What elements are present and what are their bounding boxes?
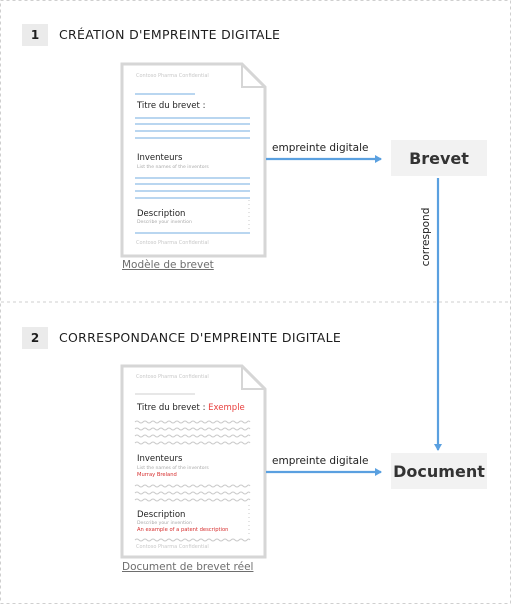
real-doc-title-value: Exemple: [208, 403, 245, 413]
edge-label-fingerprint-2: empreinte digitale: [272, 455, 369, 467]
real-doc-watermark-bottom: Contoso Pharma Confidential: [136, 544, 209, 550]
real-doc-description-label: Description: [137, 510, 186, 520]
template-doc-inventors-hint: List the names of the inventors: [137, 165, 209, 170]
real-doc-inventors-value: Murray Breland: [137, 472, 177, 478]
edge-label-fingerprint-1: empreinte digitale: [272, 142, 369, 154]
real-doc-inventors-label: Inventeurs: [137, 454, 183, 464]
template-doc-watermark-bottom: Contoso Pharma Confidential: [136, 240, 209, 246]
template-doc-caption: Modèle de brevet: [122, 259, 214, 271]
step-1-title: CRÉATION D'EMPREINTE DIGITALE: [59, 27, 281, 42]
node-brevet: Brevet: [391, 140, 487, 176]
template-doc-description-hint: Describe your invention: [137, 220, 192, 225]
template-doc-title-label: Titre du brevet :: [137, 101, 206, 111]
step-2-badge: 2: [22, 327, 48, 349]
real-doc-title-label-text: Titre du brevet :: [137, 403, 206, 413]
step-1-badge: 1: [22, 24, 48, 46]
real-doc-inventors-hint: List the names of the inventors: [137, 466, 209, 471]
edge-label-matches: correspond: [420, 207, 432, 267]
real-doc-caption: Document de brevet réel: [122, 561, 254, 573]
real-doc-description-hint: Describe your invention: [137, 521, 192, 526]
real-doc-watermark-top: Contoso Pharma Confidential: [136, 374, 209, 380]
template-doc-description-label: Description: [137, 209, 186, 219]
real-doc-title-label: [137, 403, 245, 413]
template-doc-watermark-top: Contoso Pharma Confidential: [136, 73, 209, 79]
real-doc-description-value: An example of a patent description: [137, 527, 229, 533]
node-document: Document: [391, 453, 487, 489]
step-2-title: CORRESPONDANCE D'EMPREINTE DIGITALE: [59, 330, 342, 345]
template-doc-inventors-label: Inventeurs: [137, 153, 183, 163]
